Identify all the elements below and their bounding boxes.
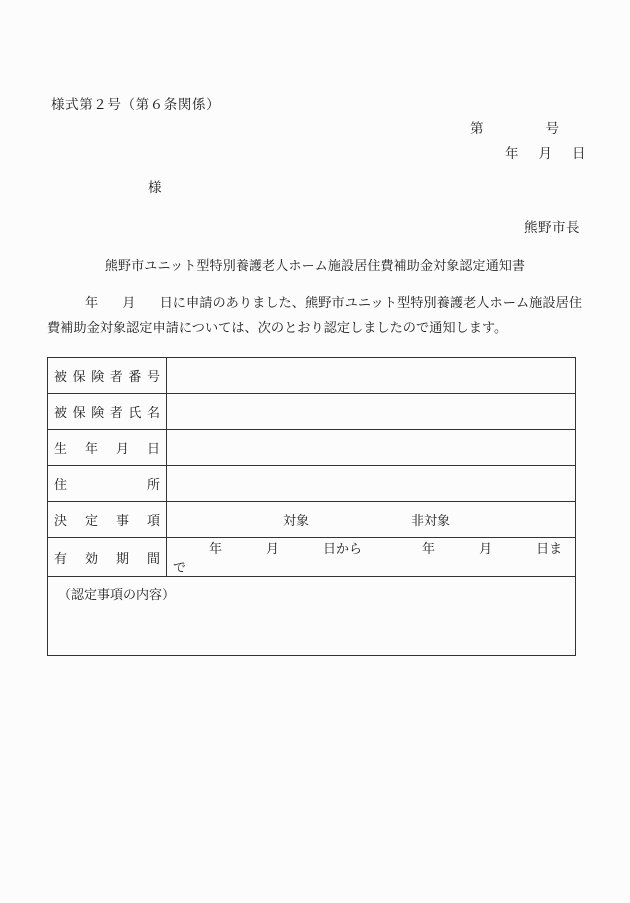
- table-row: [48, 430, 576, 466]
- document-title: 熊野市ユニット型特別養護老人ホーム施設居住費補助金対象認定通知書: [104, 258, 526, 273]
- body-line-one: 日に申請のありました、熊野市ユニット型特別養護老人ホーム施設居住費補助: [47, 295, 583, 335]
- label-char: 事: [115, 513, 129, 528]
- certification-table: [47, 357, 576, 656]
- table-row: [48, 394, 576, 430]
- row-label-decision: [48, 502, 167, 538]
- label-char: 月: [115, 441, 129, 456]
- label-char: 保: [72, 369, 86, 384]
- field-decision: [167, 502, 576, 538]
- body-application-year: 年: [85, 295, 99, 310]
- table-row: [48, 538, 576, 577]
- field-insured-name[interactable]: [167, 394, 576, 430]
- label-char: 者: [109, 405, 123, 420]
- field-address[interactable]: [167, 466, 576, 502]
- row-label-insured-name: [48, 394, 167, 430]
- document-date-month: 月: [538, 146, 552, 161]
- period-start-month: 月: [266, 541, 280, 556]
- document-number-line: [470, 117, 559, 137]
- label-char: 保: [72, 405, 86, 420]
- body-paragraph: [47, 290, 582, 340]
- field-valid-period[interactable]: [167, 538, 576, 577]
- row-label-birthdate: [48, 430, 167, 466]
- label-char: 住: [54, 477, 68, 492]
- label-char: 有: [54, 550, 68, 566]
- label-char: 期: [115, 550, 129, 566]
- row-label-address: [48, 466, 167, 502]
- label-char: 者: [109, 369, 123, 384]
- period-start-year: 年: [209, 541, 223, 556]
- field-certification-details[interactable]: （認定事項の内容）: [48, 577, 576, 656]
- form-number: 様式第２号（第６条関係）: [51, 97, 221, 112]
- issuer-name: 熊野市長: [524, 220, 580, 235]
- label-char: 険: [91, 405, 105, 420]
- label-char: 生: [54, 441, 68, 456]
- label-char: 被: [54, 369, 68, 384]
- field-birthdate[interactable]: [167, 430, 576, 466]
- label-char: 項: [146, 513, 160, 528]
- addressee-honorific: 様: [148, 180, 162, 195]
- label-char: 年: [84, 441, 98, 456]
- table-row: [48, 502, 576, 538]
- label-char: 定: [84, 513, 98, 528]
- period-start-day: 日から: [323, 541, 363, 556]
- option-not-eligible[interactable]: 非対象: [411, 513, 451, 528]
- label-char: 号: [146, 369, 160, 384]
- period-end-day: 日まで: [173, 541, 563, 575]
- label-char: 名: [146, 405, 160, 420]
- document-date-year: 年: [505, 146, 519, 161]
- option-eligible[interactable]: 対象: [283, 513, 310, 528]
- body-line-two: 金対象認定申請については、次のとおり認定しましたので通知します。: [86, 320, 508, 335]
- label-char: 日: [146, 441, 160, 456]
- table-row: [48, 577, 576, 656]
- label-char: 険: [91, 369, 105, 384]
- row-label-valid-period: [48, 538, 167, 577]
- period-end-month: 月: [479, 541, 493, 556]
- period-end-year: 年: [422, 541, 436, 556]
- label-char: 所: [146, 477, 160, 492]
- document-date-day: 日: [572, 146, 586, 161]
- body-application-month: 月: [122, 295, 136, 310]
- label-char: 決: [54, 513, 68, 528]
- label-char: 番: [128, 369, 142, 384]
- label-char: 間: [146, 550, 160, 566]
- label-char: 被: [54, 405, 68, 420]
- field-insured-number[interactable]: [167, 358, 576, 394]
- row-label-insured-number: [48, 358, 167, 394]
- label-char: 効: [84, 550, 98, 566]
- document-date-line: [505, 142, 586, 162]
- table-row: [48, 466, 576, 502]
- table-row: [48, 358, 576, 394]
- document-number-prefix: 第: [470, 121, 484, 136]
- document-number-suffix: 号: [545, 121, 559, 136]
- label-char: 氏: [128, 405, 142, 420]
